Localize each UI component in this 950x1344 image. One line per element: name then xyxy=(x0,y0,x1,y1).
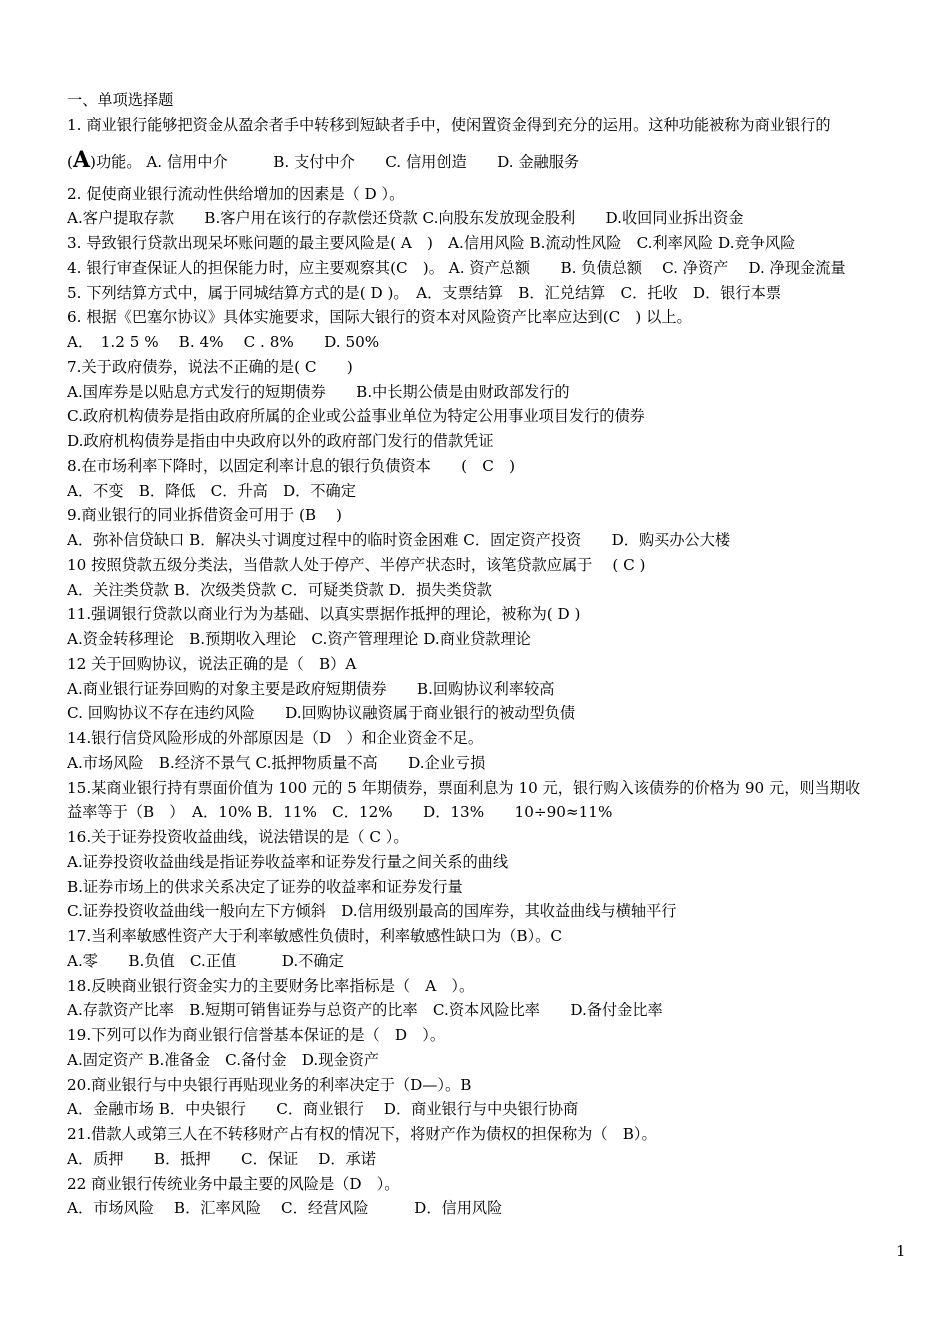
question-12: 12 关于回购协议，说法正确的是（ B）A xyxy=(67,654,357,673)
question-15-line-2: 益率等于（B ） A．10% B．11% C．12% D．13% 10÷90≈11% xyxy=(67,803,613,822)
question-1-line-1: 1. 商业银行能够把资金从盈余者手中转移到短缺者手中，使闲置资金得到充分的运用。这种功能被称为商业银行的 xyxy=(67,115,831,134)
question-14-options: A.市场风险 B.经济不景气 C.抵押物质量不高 D.企业亏损 xyxy=(67,753,486,772)
question-5: 5. 下列结算方式中，属于同城结算方式的是( D )。 A．支票结算 B．汇兑结算 C．托收 D．银行本票 xyxy=(67,283,782,302)
question-7: 7.关于政府债券，说法不正确的是( C ) xyxy=(67,357,353,376)
question-9: 9.商业银行的同业拆借资金可用于 (B ) xyxy=(67,506,342,525)
question-18-options: A.存款资产比率 B.短期可销售证券与总资产的比率 C.资本风险比率 D.备付金比率 xyxy=(67,1001,663,1020)
question-7-option-ab: A.国库券是以贴息方式发行的短期债券 B.中长期公债是由财政部发行的 xyxy=(67,382,570,401)
q1-prefix: ( xyxy=(67,152,73,171)
question-9-options: A．弥补信贷缺口 B．解决头寸调度过程中的临时资金困难 C．固定资产投资 D．购买办公大楼 xyxy=(67,531,731,549)
question-8-options: A．不变 B．降低 C．升高 D．不确定 xyxy=(67,481,356,500)
question-16-option-cd: C.证券投资收益曲线一般向左下方倾斜 D.信用级别最高的国库券，其收益曲线与横轴平行 xyxy=(67,902,677,921)
question-1-line-2 xyxy=(67,138,909,182)
question-17: 17.当利率敏感性资产大于利率敏感性负债时，利率敏感性缺口为（B）。C xyxy=(67,927,562,945)
question-2: 2. 促使商业银行流动性供给增加的因素是（ D ）。 xyxy=(67,184,405,203)
question-12-option-cd: C. 回购协议不存在违约风险 D.回购协议融资属于商业银行的被动型负债 xyxy=(67,704,576,723)
question-4: 4. 银行审查保证人的担保能力时，应主要观察其(C )。 A. 资产总额 B. 负债总额 C. 净资产 D. 净现金流量 xyxy=(67,258,846,277)
page-number: 1 xyxy=(896,1242,906,1260)
question-3: 3. 导致银行贷款出现呆坏账问题的最主要风险是( A ) A.信用风险 B.流动性风险 C.利率风险 D.竞争风险 xyxy=(67,234,796,252)
question-20-options: A．金融市场 B．中央银行 C．商业银行 D．商业银行与中央银行协商 xyxy=(67,1100,579,1119)
question-20: 20.商业银行与中央银行再贴现业务的利率决定于（D—）。B xyxy=(67,1075,472,1094)
question-7-option-c: C.政府机构债券是指由政府所属的企业或公益事业单位为特定公用事业项目发行的债券 xyxy=(67,407,645,426)
question-10: 10 按照贷款五级分类法，当借款人处于停产、半停产状态时，该笔贷款应属于 ( C ) xyxy=(67,555,646,574)
question-6-options: A． 1.2 5 % B. 4% C . 8% D. 50% xyxy=(67,333,380,351)
question-15-line-1: 15.某商业银行持有票面价值为 100 元的 5 年期债券，票面利息为 10 元，银行购入该债券的价格为 90 元，则当期收 xyxy=(67,778,861,797)
question-17-options: A.零 B.负值 C.正值 D.不确定 xyxy=(67,951,344,970)
question-8: 8.在市场利率下降时，以固定利率计息的银行负债资本 ( C ) xyxy=(67,456,516,475)
question-2-options: A.客户提取存款 B.客户用在该行的存款偿还贷款 C.向股东发放现金股利 D.收回同业拆出资金 xyxy=(67,209,744,228)
question-16-option-a: A.证券投资收益曲线是指证券收益率和证券发行量之间关系的曲线 xyxy=(67,852,509,871)
question-18: 18.反映商业银行资金实力的主要财务比率指标是（ A ）。 xyxy=(67,976,475,995)
question-21-options: A．质押 B．抵押 C．保证 D．承诺 xyxy=(67,1149,376,1168)
question-11: 11.强调银行贷款以商业行为为基础、以真实票据作抵押的理论，被称为( D ) xyxy=(67,605,581,624)
question-19-options: A.固定资产 B.准备金 C.备付金 D.现金资产 xyxy=(67,1050,379,1069)
document-content xyxy=(67,88,909,1221)
question-21: 21.借款人或第三人在不转移财产占有权的情况下，将财产作为债权的担保称为（ B）。 xyxy=(67,1125,657,1143)
question-14: 14.银行信贷风险形成的外部原因是（D ）和企业资金不足。 xyxy=(67,729,484,747)
question-10-options: A．关注类贷款 B．次级类贷款 C．可疑类贷款 D．损失类贷款 xyxy=(67,580,492,599)
question-16: 16.关于证券投资收益曲线，说法错误的是（ C ）。 xyxy=(67,828,409,846)
question-12-option-ab: A.商业银行证券回购的对象主要是政府短期债券 B.回购协议利率较高 xyxy=(67,679,555,698)
question-7-option-d: D.政府机构债券是指由中央政府以外的政府部门发行的借款凭证 xyxy=(67,432,494,450)
question-22: 22 商业银行传统业务中最主要的风险是（D ）。 xyxy=(67,1174,400,1193)
question-16-option-b: B.证券市场上的供求关系决定了证券的收益率和证券发行量 xyxy=(67,877,463,896)
question-6: 6. 根据《巴塞尔协议》具体实施要求，国际大银行的资本对风险资产比率应达到(C ) 以上。 xyxy=(67,308,692,327)
section-title: 一、单项选择题 xyxy=(67,91,174,109)
question-19: 19.下列可以作为商业银行信誉基本保证的是（ D ）。 xyxy=(67,1026,446,1044)
q1-options: )功能。 A. 信用中介 B. 支付中介 C. 信用创造 D. 金融服务 xyxy=(90,152,580,171)
q1-answer-handwritten: A xyxy=(72,146,91,173)
question-11-options: A.资金转移理论 B.预期收入理论 C.资产管理理论 D.商业贷款理论 xyxy=(67,630,531,648)
question-22-options: A．市场风险 B．汇率风险 C．经营风险 D．信用风险 xyxy=(67,1199,503,1218)
